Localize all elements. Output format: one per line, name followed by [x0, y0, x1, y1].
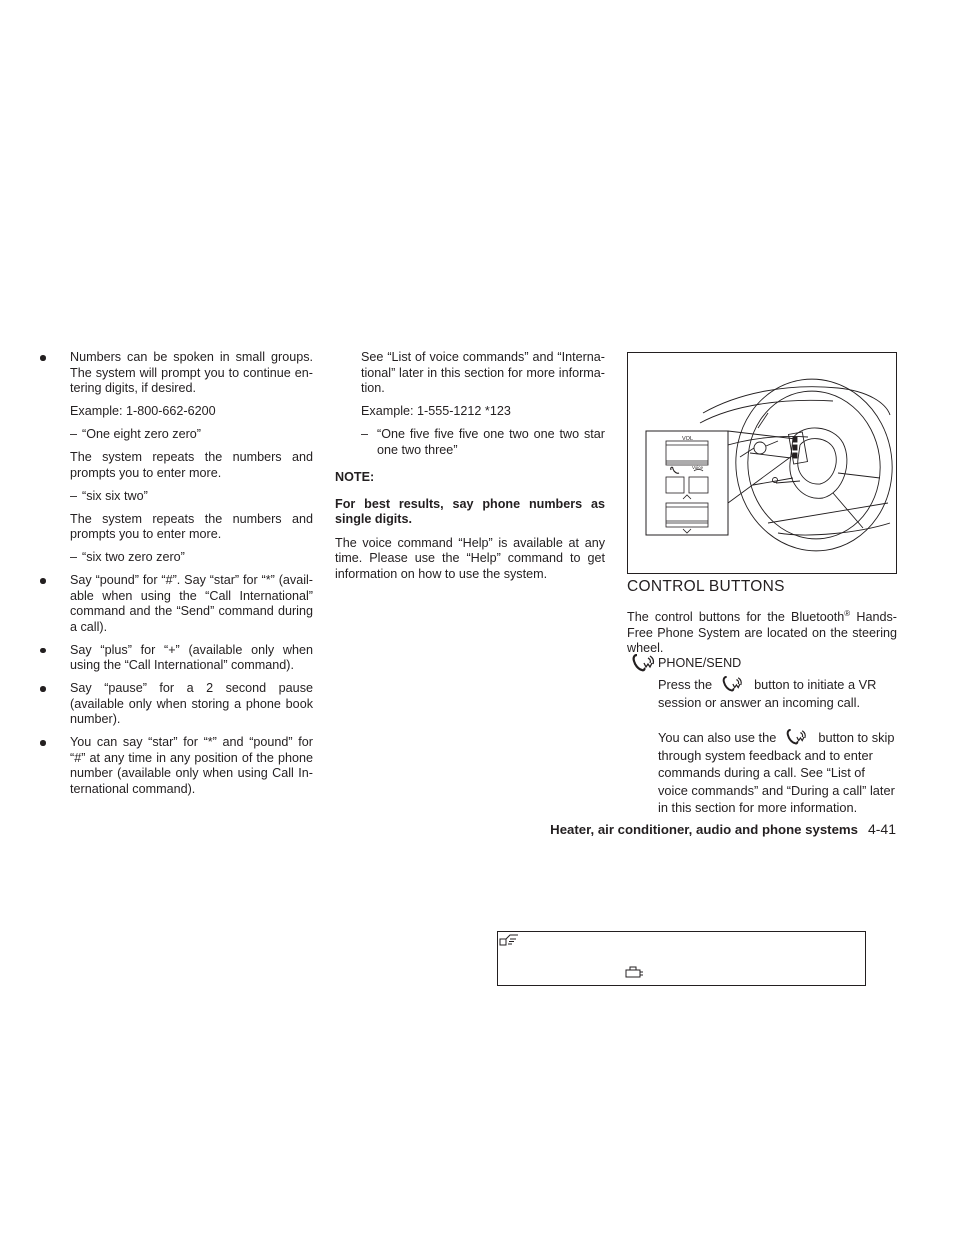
- list-item: Say “plus” for “+” (available only when using the “Call International” command).: [40, 643, 313, 674]
- list-item: Say “pound” for “#”. Say “star” for “*” (avail-able when using the “Call International” command and the “Send” command during a call).: [40, 573, 313, 635]
- pointing-hand-icon: [498, 933, 520, 947]
- help-text: The voice command “Help” is available at any time. Please use the “Help” command to get information on how to use the system.: [335, 535, 605, 581]
- page-footer: [550, 821, 896, 837]
- repeat-text: The system repeats the numbers and prompts you to enter more.: [70, 450, 313, 480]
- reference-box: [497, 931, 866, 986]
- phone-send-icon: [782, 729, 810, 745]
- note-label: NOTE:: [335, 470, 375, 484]
- also-instruction: You can also use the button to skip through system feedback and to enter commands during a call. See “List of voice commands” and “During a call” later in this section for more information.: [658, 730, 895, 815]
- dash-item: – “One five five five one two one two star one two three”: [361, 427, 605, 457]
- bullet-dot-icon: [40, 578, 46, 584]
- example-text: Example: 1-555-1212 *123: [361, 404, 511, 418]
- list-item: Say “pause” for a 2 second pause (available only when storing a phone book number).: [40, 681, 313, 728]
- phone-send-label: PHONE/SEND: [658, 656, 742, 670]
- bullet-dot-icon: [40, 355, 46, 361]
- bullet-dot-icon: [40, 686, 46, 692]
- dash-item: – “six six two”: [70, 488, 148, 503]
- press-instruction: Press the button to initiate a VR session or answer an incoming call.: [658, 677, 877, 710]
- bullet-dot-icon: [40, 740, 46, 746]
- section-heading: CONTROL BUTTONS: [627, 578, 785, 595]
- vol-label: VOL: [682, 436, 694, 442]
- pointing-hand-icon: [624, 965, 644, 978]
- dash-item: – “six two zero zero”: [70, 550, 185, 564]
- see-reference: See “List of voice commands” and “Interna-tional” later in this section for more informa-tion.: [361, 350, 605, 395]
- column-2: [335, 350, 605, 582]
- dash-item: – “One eight zero zero”: [70, 427, 201, 441]
- note-text: For best results, say phone numbers as single digits.: [335, 496, 605, 526]
- phone-send-icon: [631, 654, 655, 672]
- list-item: You can say “star” for “*” and “pound” for “#” at any time in any position of the phone number (available only when using Call In-ternational command).: [40, 735, 313, 797]
- intro-paragraph: The control buttons for the Bluetooth® Hands-Free Phone System are located on the steering wheel.: [627, 609, 897, 656]
- page-number: 4-41: [867, 821, 896, 837]
- bullet-dot-icon: [40, 648, 46, 654]
- steering-wheel-illustration: [628, 353, 896, 573]
- footer-title: Heater, air conditioner, audio and phone systems: [550, 822, 858, 837]
- list-item: Numbers can be spoken in small groups. The system will prompt you to continue en-tering digits, if desired.: [40, 350, 313, 397]
- voice-label: Voice: [692, 465, 704, 470]
- column-1: [40, 350, 313, 805]
- steering-wheel-figure: [627, 352, 897, 574]
- phone-send-icon: [718, 676, 746, 692]
- example-text: Example: 1-800-662-6200: [70, 404, 216, 418]
- repeat-text: The system repeats the numbers and prompts you to enter more.: [70, 511, 313, 541]
